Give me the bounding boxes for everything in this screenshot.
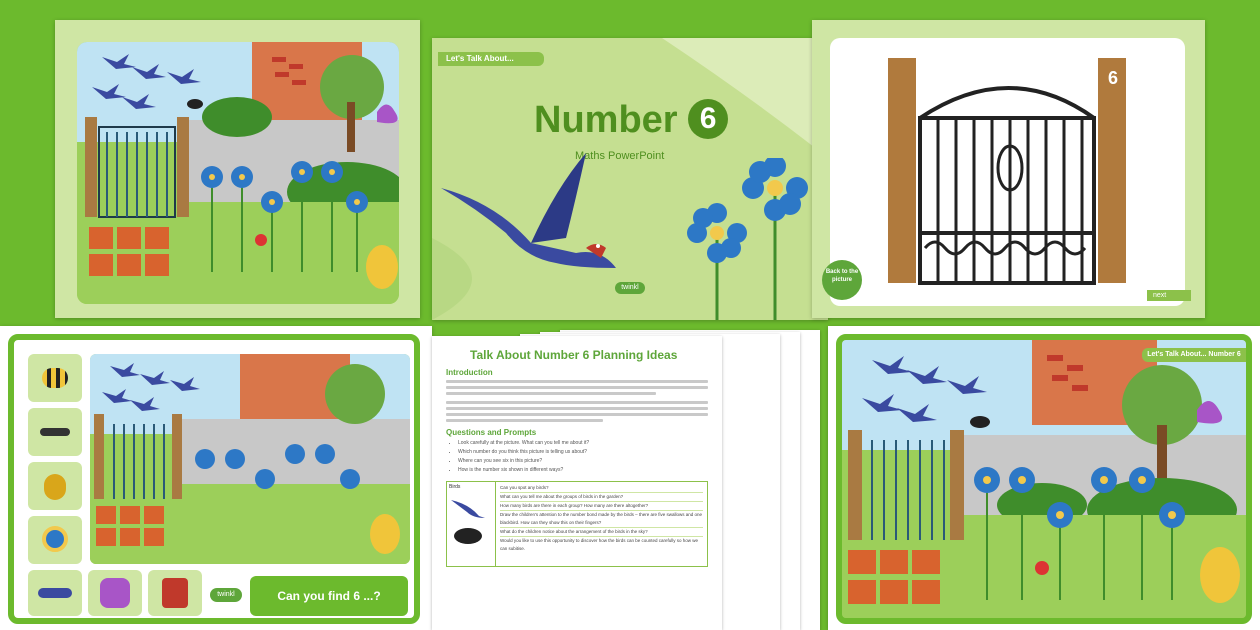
ant-icon — [40, 428, 70, 436]
swallow-thumbnail — [449, 490, 487, 520]
doc-bullet: • Which number do you think this picture is telling us about? — [458, 448, 708, 457]
slide-garden-scene-bottom-right[interactable] — [828, 326, 1260, 630]
doc-body-text — [446, 401, 708, 422]
find-item-beetle[interactable] — [28, 462, 82, 510]
find-prompt-button[interactable] — [250, 576, 408, 616]
doc-table-row: Can you spot any birds? — [500, 484, 703, 493]
gate-number-label: 6 — [1107, 68, 1118, 88]
scene-tag-banner — [1142, 348, 1246, 362]
doc-intro-text — [446, 380, 708, 395]
next-button[interactable] — [1147, 290, 1191, 301]
title-tag-banner — [438, 52, 544, 66]
doc-bullet-list — [446, 439, 708, 475]
doc-table-label-cell — [447, 482, 496, 566]
back-to-picture-button[interactable]: Back to the picture — [822, 260, 862, 300]
find-item-flower[interactable] — [28, 516, 82, 564]
title-tag-text: Let's Talk About... — [446, 54, 514, 63]
next-button-label: next — [1153, 292, 1167, 299]
birdhouse-icon — [162, 578, 188, 608]
gate-illustration — [830, 38, 1185, 306]
scene-tag-text: Let's Talk About... Number 6 — [1147, 351, 1241, 358]
flower-icon — [42, 526, 68, 552]
gate-panel — [830, 38, 1185, 306]
slide-garden-scene-top-left[interactable] — [55, 20, 420, 318]
slide-gate[interactable] — [812, 20, 1205, 318]
title-number-badge: 6 — [688, 99, 728, 139]
slide-title[interactable] — [432, 38, 828, 320]
doc-bullet: • Where can you see six in this picture? — [458, 457, 708, 466]
find-scene-illustration — [90, 354, 410, 564]
find-scene-image — [90, 354, 410, 564]
doc-title: Talk About Number 6 Planning Ideas — [470, 348, 678, 362]
find-item-bee[interactable] — [28, 354, 82, 402]
doc-table — [446, 481, 708, 567]
page-subtitle: Maths PowerPoint — [575, 150, 665, 162]
doc-bullet: • Look carefully at the picture. What can you tell me about it? — [458, 439, 708, 448]
brand-logo: twinkl — [615, 282, 645, 294]
find-item-birdhouse[interactable] — [148, 570, 202, 616]
doc-table-row-label: Birds — [449, 484, 461, 490]
doc-bullet: • How is the number six shown in different ways? — [458, 466, 708, 475]
doc-table-row: How many birds are there in each group? How many are there altogether? — [500, 502, 703, 511]
doc-table-content-cell — [496, 482, 707, 566]
doc-table-row: What do the children notice about the arrangement of the birds in the sky? — [500, 528, 703, 537]
beetle-icon — [44, 474, 66, 500]
find-item-butterfly[interactable] — [88, 570, 142, 616]
find-brand-logo: twinkl — [210, 588, 242, 602]
garden-scene-illustration — [77, 42, 399, 304]
garden-scene-frame — [77, 42, 399, 304]
swallow-illustration — [436, 148, 626, 268]
flower-illustration — [682, 158, 822, 320]
planning-doc-front-page[interactable] — [432, 336, 722, 630]
slide-find[interactable] — [0, 326, 432, 630]
doc-table-row: What can you tell me about the groups of birds in the garden? — [500, 493, 703, 502]
find-slide-frame — [8, 334, 420, 624]
bee-icon — [42, 368, 68, 388]
doc-questions-heading: Questions and Prompts — [446, 428, 537, 437]
swallow-icon — [38, 588, 72, 598]
butterfly-icon — [100, 578, 130, 608]
find-item-swallow[interactable] — [28, 570, 82, 616]
doc-intro-heading: Introduction — [446, 368, 493, 377]
doc-table-row: Draw the children's attention to the number bond made by the birds – there are five swallows and one blackbird. How can they show this on their fingers? — [500, 511, 703, 528]
doc-table-row: Would you like to use this opportunity to discover how the birds can be counted carefully so how we can subitise. — [500, 538, 699, 551]
blackbird-thumbnail — [449, 522, 487, 546]
scene-slide-frame — [836, 334, 1252, 624]
page-title — [534, 98, 754, 142]
title-word: Number — [534, 99, 678, 141]
scene-slide-illustration — [842, 340, 1246, 618]
find-prompt-label: Can you find 6 ...? — [277, 589, 381, 603]
find-item-ant[interactable] — [28, 408, 82, 456]
